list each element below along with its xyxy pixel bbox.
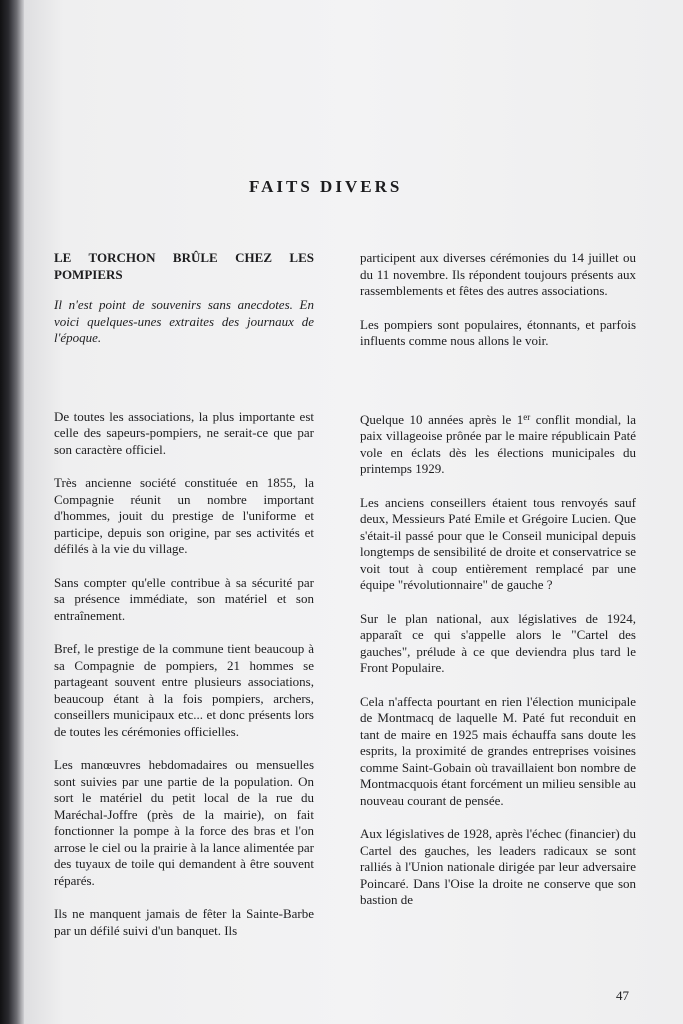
left-paragraph-1: De toutes les associations, la plus importante est celle des sapeurs-pompiers, ne serait-ce que par son caractère officiel. bbox=[54, 408, 314, 457]
left-paragraph-2: Très ancienne société constituée en 1855, la Compagnie réunit un nombre important d'hommes, jouit du prestige de l'uniforme et participe, depuis son origine, par ses activités et défilés à la vie du village. bbox=[54, 475, 314, 556]
right-paragraph-2: Les pompiers sont populaires, étonnants, et parfois influents comme nous allons le voir. bbox=[360, 316, 636, 348]
left-paragraph-6: Ils ne manquent jamais de fêter la Sainte-Barbe par un défilé suivi d'un banquet. Ils bbox=[54, 906, 314, 938]
left-column bbox=[54, 250, 314, 939]
right-paragraph-5: Sur le plan national, aux législatives de 1924, apparaît ce qui s'appelle alors le "Cartel des gauches", prélude à ce que deviendra plus tard le Front Populaire. bbox=[360, 610, 636, 675]
left-paragraph-5: Les manœuvres hebdomadaires ou mensuelles sont suivies par une partie de la population. On sort le matériel du petit local de la rue du Maréchal-Joffre (près de la mairie), on fait fonctionner la pompe à la force des bras et l'on arrose le ciel ou la prairie à la lance alimentée par des tuyaux de toile qui demandent à être souvent réparés. bbox=[54, 757, 314, 888]
right-paragraph-3 bbox=[360, 412, 636, 478]
left-paragraph-4: Bref, le prestige de la commune tient beaucoup à sa Compagnie de pompiers, 21 hommes se partageant souvent entre plusieurs associations, beaucoup étant à la fois pompiers, archers, conseillers municipaux etc... et donc présents lors de toutes les cérémonies officielles. bbox=[54, 641, 314, 739]
right-paragraph-7: Aux législatives de 1928, après l'échec (financier) du Cartel des gauches, les leaders radicaux se sont ralliés à l'Union nationale dirigée par leur adversaire Poincaré. Dans l'Oise la droite ne conserve que son bastion de bbox=[360, 826, 636, 907]
article-heading: LE TORCHON BRÛLE CHEZ LES POMPIERS bbox=[54, 250, 314, 282]
right-paragraph-1: participent aux diverses cérémonies du 14 juillet ou du 11 novembre. Ils répondent toujours présents aux rassemblements et fêtes des autres associations. bbox=[360, 250, 636, 298]
book-page bbox=[24, 0, 683, 1024]
page-title: FAITS DIVERS bbox=[249, 177, 403, 196]
page-number: 47 bbox=[616, 988, 629, 1003]
right-paragraph-6: Cela n'affecta pourtant en rien l'élection municipale de Montmacq de laquelle M. Paté fut reconduit en tant de maire en 1925 mais échauffa sans doute les esprits, la proximité de grandes entreprises voisines comme Saint-Gobain où travaillaient bon nombre de Montmacquois étant forcément un milieu sensible au nouveau courant de pensée. bbox=[360, 693, 636, 808]
right-paragraph-4: Les anciens conseillers étaient tous renvoyés sauf deux, Messieurs Paté Emile et Grégoire Lucien. Que s'était-il passé pour que le Conseil municipal depuis longtemps de sensibilité de droite et conservatrice se voit tout à coup entièrement remplacé par une équipe "révolutionnaire" de gauche ? bbox=[360, 494, 636, 592]
superscript-er: er bbox=[523, 411, 531, 422]
book-binding-shadow bbox=[0, 0, 24, 1024]
left-paragraph-3: Sans compter qu'elle contribue à sa sécurité par sa présence immédiate, son matériel et son entraînement. bbox=[54, 574, 314, 623]
article-intro: Il n'est point de souvenirs sans anecdotes. En voici quelques-unes extraites des journaux de l'époque. bbox=[54, 297, 314, 345]
right-column bbox=[360, 250, 636, 909]
right-paragraph-3-text: Quelque 10 années après le 1er conflit mondial, la paix villageoise prônée par le maire républicain Paté vole en éclats dès les élections municipales du printemps 1929. bbox=[360, 411, 636, 476]
